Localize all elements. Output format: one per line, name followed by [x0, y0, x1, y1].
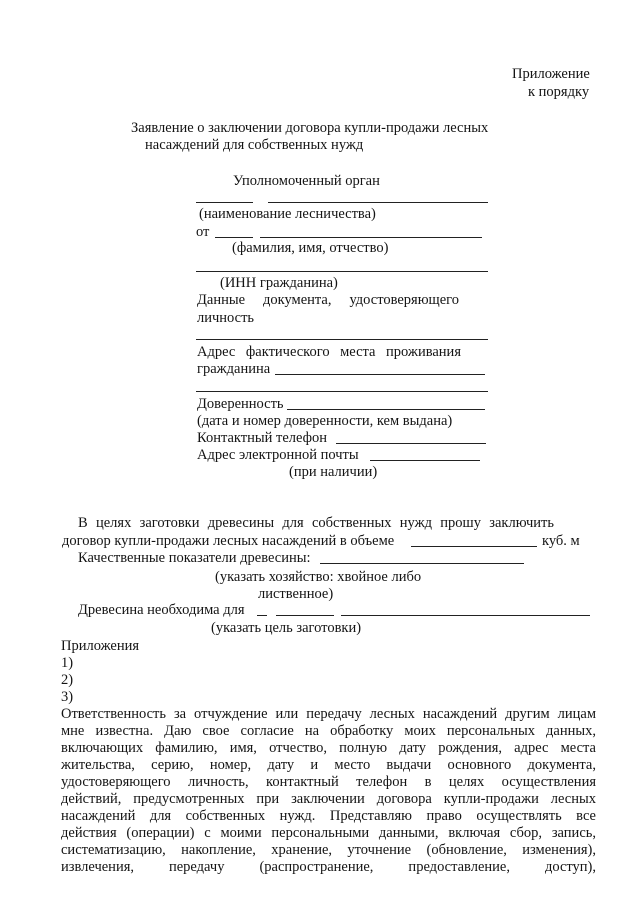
email-field[interactable] — [370, 460, 480, 461]
doc-label-line-2: личность — [197, 310, 255, 326]
purpose-field-b[interactable] — [276, 615, 334, 616]
quality-label: Качественные показатели древесины: — [78, 550, 311, 566]
poa-caption: (дата и номер доверенности, кем выдана) — [197, 413, 453, 429]
poa-field[interactable] — [287, 409, 485, 410]
address-field-2[interactable] — [196, 391, 488, 392]
email-label: Адрес электронной почты — [197, 447, 359, 463]
consent-line-9: систематизацию, накопление, хранение, уточнение (обновление, изменения), — [61, 842, 596, 858]
address-label-line-1: Адрес фактического места проживания — [197, 344, 461, 360]
phone-field[interactable] — [336, 443, 486, 444]
consent-line-1: Ответственность за отчуждение или передачу лесных насаждений другим лицам — [61, 706, 596, 722]
attachment-item-1: 1) — [61, 655, 74, 671]
phone-label: Контактный телефон — [197, 430, 328, 446]
quality-field[interactable] — [320, 563, 524, 564]
fio-field-b[interactable] — [260, 237, 482, 238]
forestry-caption: (наименование лесничества) — [199, 206, 376, 222]
purpose-field-a[interactable] — [257, 615, 267, 616]
appendix-line-1: Приложение — [512, 66, 590, 82]
volume-field[interactable] — [411, 546, 537, 547]
consent-line-4: жительства, серию, номер, дату и место выдачи основного документа, — [61, 757, 596, 773]
email-caption: (при наличии) — [289, 464, 378, 480]
purpose-caption: (указать цель заготовки) — [211, 620, 362, 636]
doc-label-line-1: Данные документа, удостоверяющего — [197, 292, 459, 308]
appendix-line-2: к порядку — [528, 84, 590, 100]
from-label: от — [196, 224, 210, 240]
attachment-item-3: 3) — [61, 689, 74, 705]
request-line-2: договор купли-продажи лесных насаждений в объеме — [62, 533, 395, 549]
quality-caption-line-1: (указать хозяйство: хвойное либо — [215, 569, 422, 585]
inn-caption: (ИНН гражданина) — [220, 275, 338, 291]
address-label-line-2: гражданина — [197, 361, 271, 377]
inn-field[interactable] — [196, 271, 488, 272]
unit-label: куб. м — [542, 533, 580, 549]
consent-line-8: действия (операции) с моими персональными данными, включая сбор, запись, — [61, 825, 596, 841]
title-line-1: Заявление о заключении договора купли-продажи лесных — [131, 120, 489, 136]
fio-field-a[interactable] — [215, 237, 253, 238]
purpose-label: Древесина необходима для — [78, 602, 245, 618]
poa-label: Доверенность — [197, 396, 284, 412]
attachment-item-2: 2) — [61, 672, 74, 688]
purpose-field-c[interactable] — [341, 615, 590, 616]
authority-label: Уполномоченный орган — [233, 173, 380, 189]
consent-line-10: извлечения, передачу (распространение, предоставление, доступ), — [61, 859, 596, 875]
consent-line-7: насаждений для собственных нужд. Представляю право осуществлять все — [61, 808, 596, 824]
doc-field[interactable] — [196, 339, 488, 340]
consent-line-6: действий, предусмотренных при заключении договора купли-продажи лесных — [61, 791, 596, 807]
forestry-field-b[interactable] — [268, 202, 488, 203]
attachments-label: Приложения — [61, 638, 140, 654]
request-line-1: В целях заготовки древесины для собственных нужд прошу заключить — [78, 515, 554, 531]
address-field-1[interactable] — [275, 374, 485, 375]
consent-line-3: включающих фамилию, имя, отчество, полную дату рождения, адрес места — [61, 740, 596, 756]
consent-line-2: мне известна. Даю свое согласие на обработку моих персональных данных, — [61, 723, 596, 739]
quality-caption-line-2: лиственное) — [258, 586, 334, 602]
forestry-field-a[interactable] — [196, 202, 253, 203]
consent-line-5: удостоверяющего личность, контактный телефон в целях осуществления — [61, 774, 596, 790]
title-line-2: насаждений для собственных нужд — [145, 137, 364, 153]
fio-caption: (фамилия, имя, отчество) — [232, 240, 389, 256]
